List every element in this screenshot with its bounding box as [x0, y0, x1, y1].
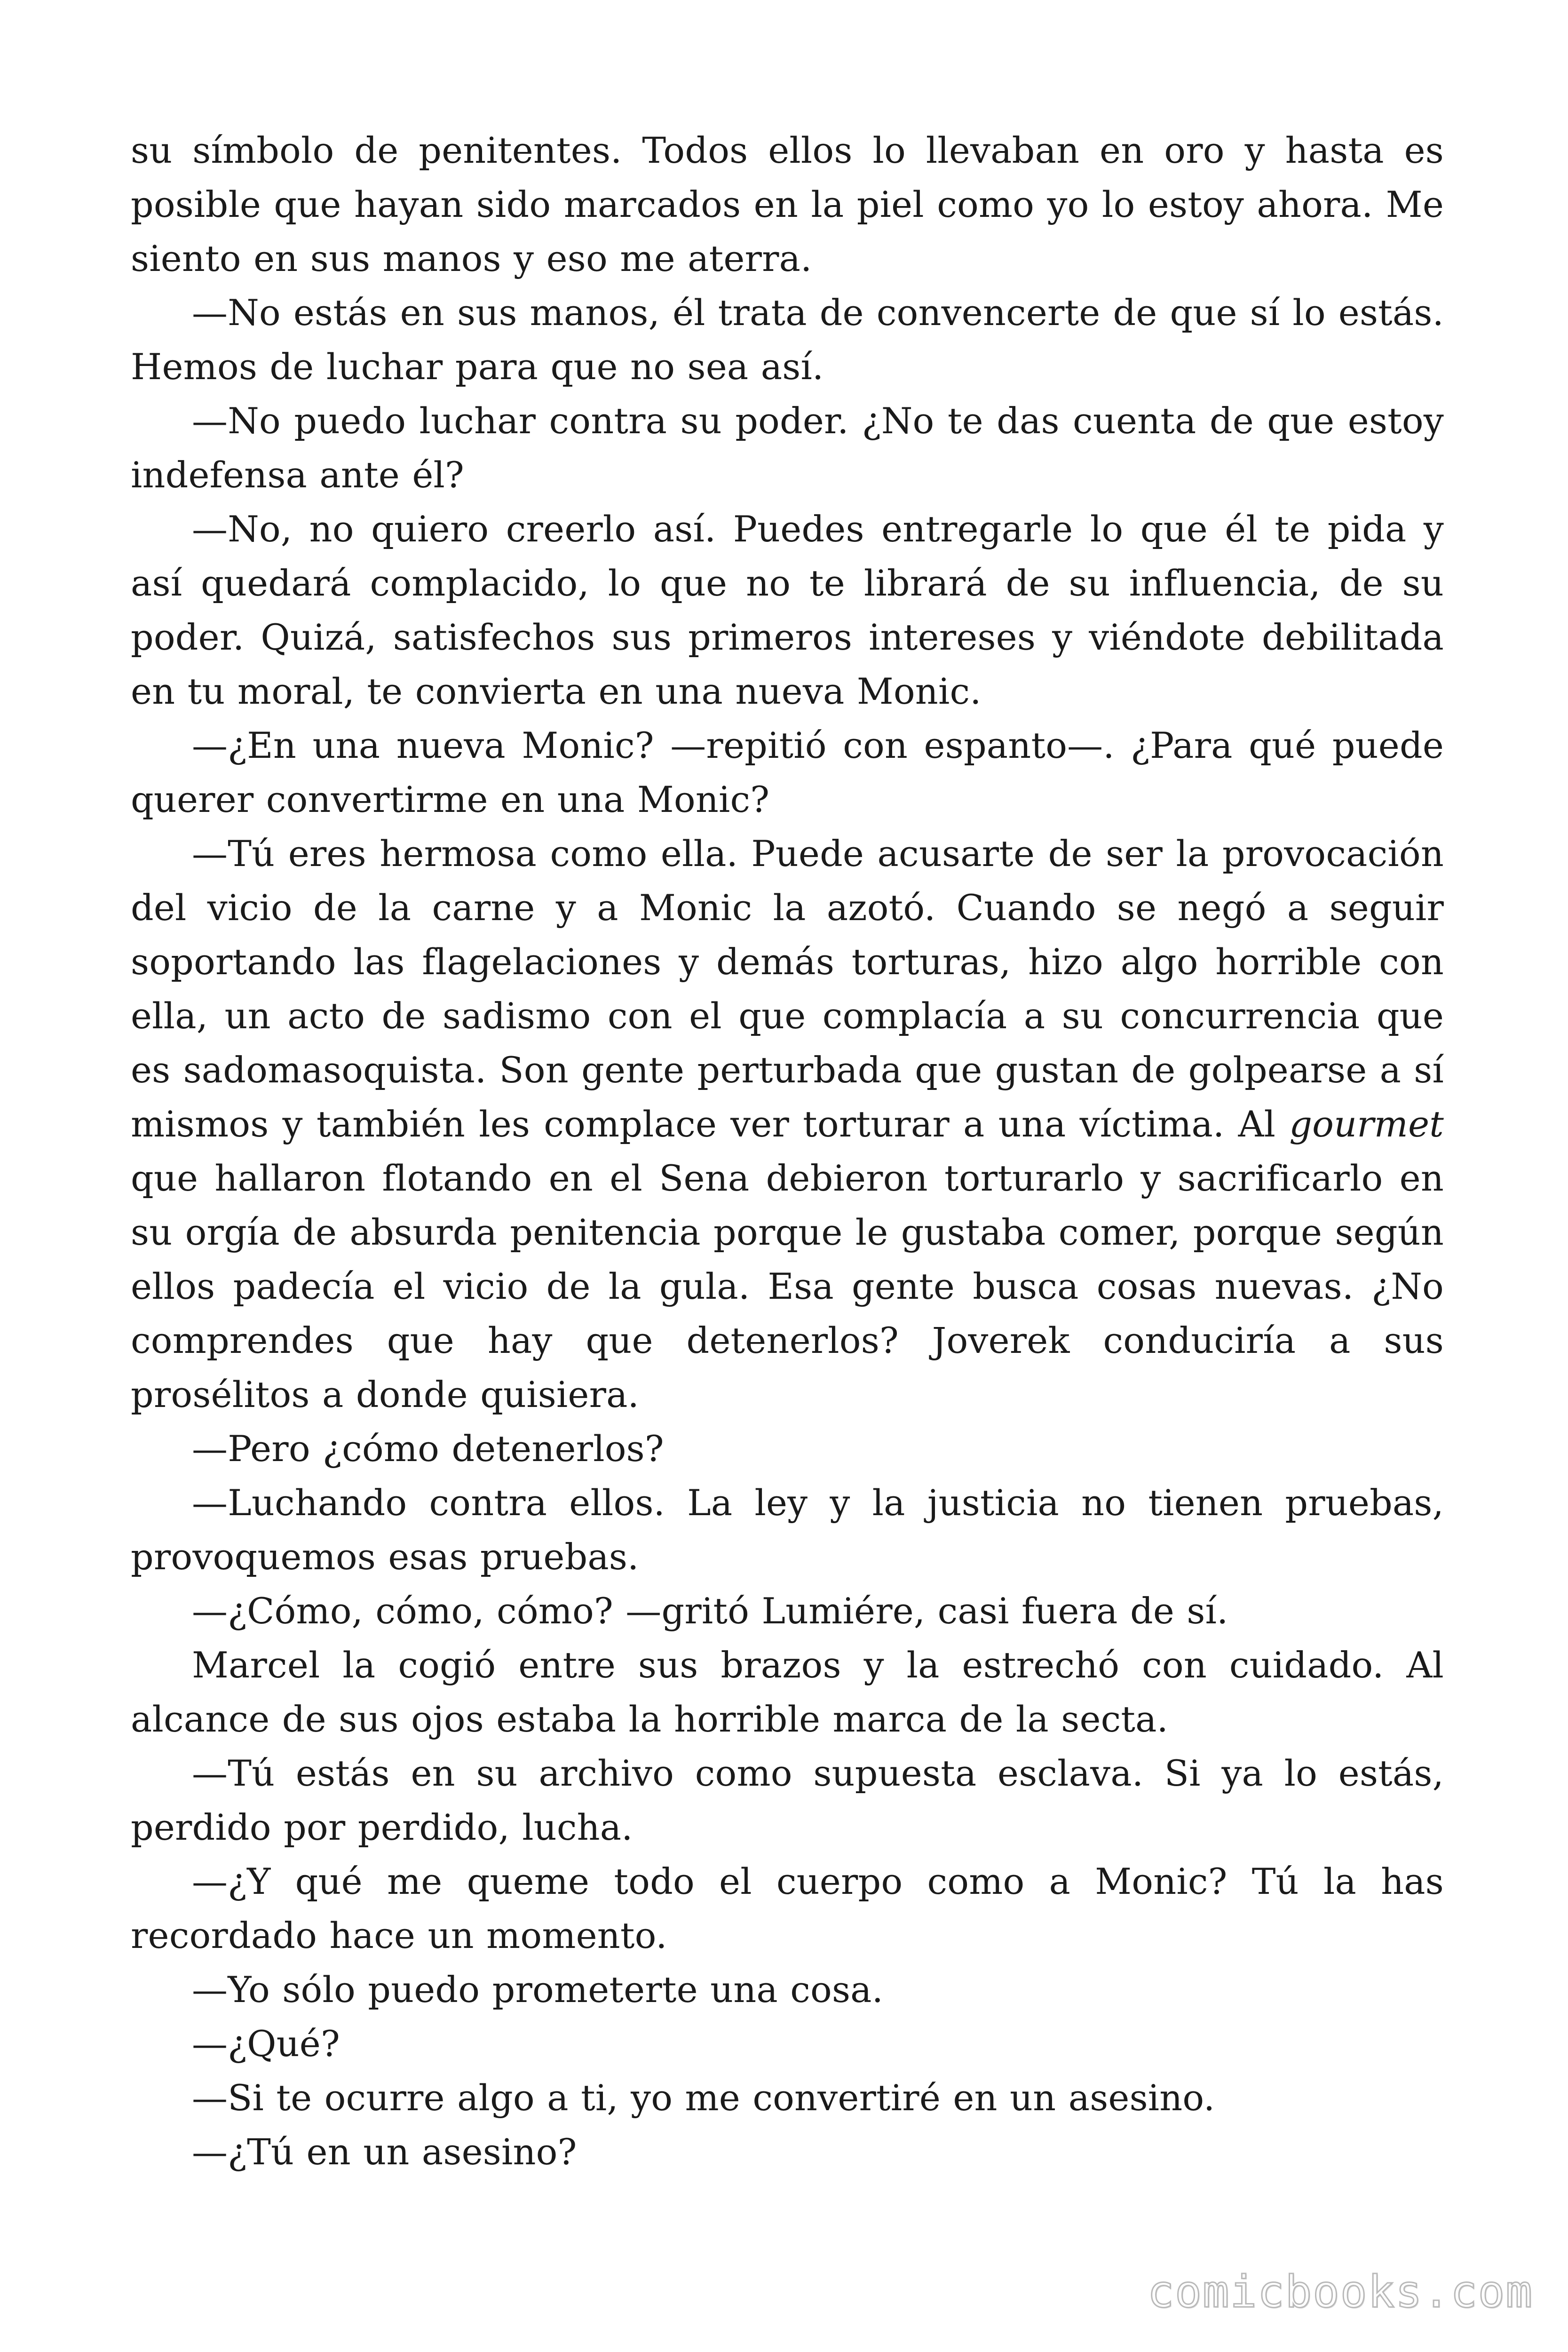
paragraph-text: —Tú eres hermosa como ella. Puede acusarte de ser la provocación del vicio de la carne y a Monic la azotó. Cuando se negó a seguir soportando las flagelaciones y demás torturas, hizo algo horrible con ella, un acto de sadismo con el que complacía a su concurrencia que es sadomasoquista. Son gente perturbada que gustan de golpearse a sí mismos y también les complace ver torturar a una víctima. Al [131, 833, 1444, 1145]
paragraph-8 [131, 1476, 1444, 1584]
paragraph-text: su símbolo de penitentes. Todos ellos lo llevaban en oro y hasta es posible que hayan sido marcados en la piel como yo lo estoy ahora. Me siento en sus manos y eso me aterra. [131, 129, 1444, 279]
paragraph-text: —¿Cómo, cómo, cómo? —gritó Lumiére, casi fuera de sí. [192, 1590, 1228, 1632]
paragraph-10 [131, 1638, 1444, 1746]
paragraph-12 [131, 1854, 1444, 1963]
paragraph-text: —¿Qué? [192, 2023, 340, 2065]
page-body [131, 123, 1444, 2179]
paragraph-text: —Si te ocurre algo a ti, yo me convertiré en un asesino. [192, 2077, 1215, 2119]
paragraph-text: —¿En una nueva Monic? —repitió con espanto—. ¿Para qué puede querer convertirme en una Monic? [131, 724, 1444, 820]
paragraph-6 [131, 826, 1444, 1422]
paragraph-14 [131, 2017, 1444, 2071]
paragraph-7 [131, 1422, 1444, 1476]
italic-word: gourmet [1289, 1103, 1444, 1145]
paragraph-text: Marcel la cogió entre sus brazos y la estrechó con cuidado. Al alcance de sus ojos estaba la horrible marca de la secta. [131, 1644, 1444, 1740]
paragraph-text: —Luchando contra ellos. La ley y la justicia no tienen pruebas, provoquemos esas pruebas. [131, 1482, 1444, 1578]
paragraph-15 [131, 2071, 1444, 2125]
paragraph-9 [131, 1584, 1444, 1638]
paragraph-13 [131, 1963, 1444, 2017]
paragraph-text: —¿Tú en un asesino? [192, 2131, 577, 2173]
paragraph-text: —No puedo luchar contra su poder. ¿No te das cuenta de que estoy indefensa ante él? [131, 400, 1444, 496]
paragraph-11 [131, 1746, 1444, 1854]
watermark: comicbooks.com [1147, 2266, 1533, 2318]
paragraph-3 [131, 394, 1444, 502]
paragraph-4 [131, 502, 1444, 718]
paragraph-text: —Tú estás en su archivo como supuesta esclava. Si ya lo estás, perdido por perdido, lucha. [131, 1752, 1444, 1848]
paragraph-text: —No estás en sus manos, él trata de convencerte de que sí lo estás. Hemos de luchar para que no sea así. [131, 292, 1444, 388]
paragraph-text: —No, no quiero creerlo así. Puedes entregarle lo que él te pida y así quedará complacido, lo que no te librará de su influencia, de su poder. Quizá, satisfechos sus primeros intereses y viéndote debilitada en tu moral, te convierta en una nueva Monic. [131, 508, 1444, 712]
paragraph-text: —Yo sólo puedo prometerte una cosa. [192, 1969, 884, 2010]
paragraph-5 [131, 718, 1444, 826]
paragraph-text: —Pero ¿cómo detenerlos? [192, 1428, 664, 1470]
paragraph-16 [131, 2125, 1444, 2179]
paragraph-text-continued: que hallaron flotando en el Sena debieron torturarlo y sacrificarlo en su orgía de absurda penitencia porque le gustaba comer, porque según ellos padecía el vicio de la gula. Esa gente busca cosas nuevas. ¿No comprendes que hay que detenerlos? Joverek conduciría a sus prosélitos a donde quisiera. [131, 1157, 1444, 1415]
paragraph-text: —¿Y qué me queme todo el cuerpo como a Monic? Tú la has recordado hace un momento. [131, 1860, 1444, 1956]
paragraph-2 [131, 286, 1444, 394]
paragraph-1 [131, 123, 1444, 286]
